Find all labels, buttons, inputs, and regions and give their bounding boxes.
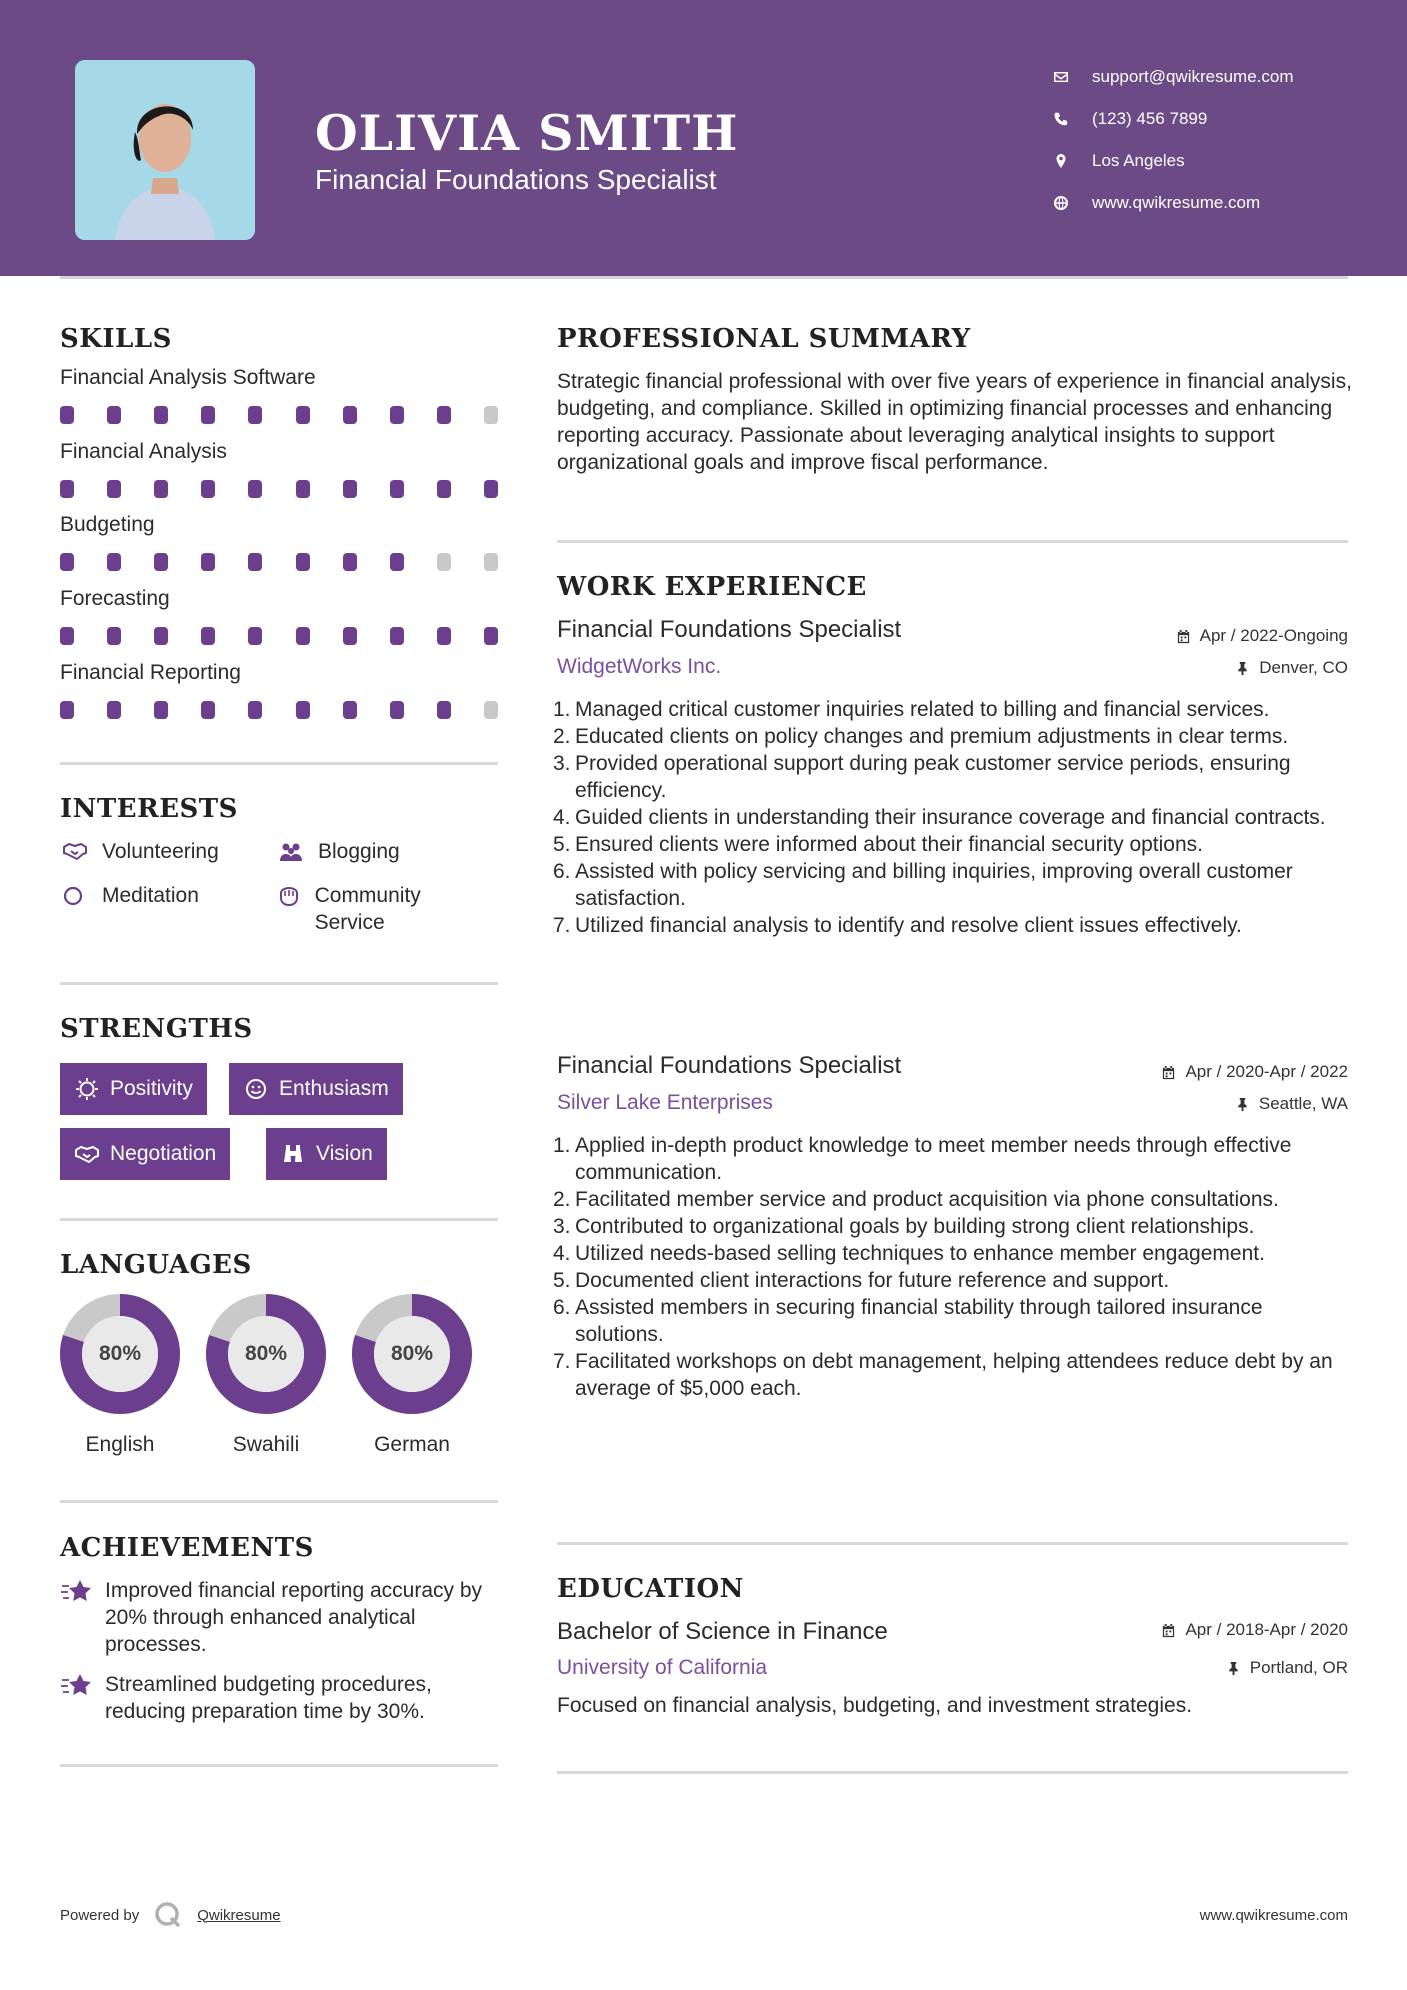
job-title: Financial Foundations Specialist: [557, 1052, 902, 1079]
job-bullets: [553, 696, 1347, 939]
header-divider: [60, 276, 1348, 279]
rating-dot-filled: [296, 627, 310, 645]
job-location-text: Denver, CO: [1259, 658, 1348, 677]
calendar-icon: [1161, 1623, 1176, 1638]
rating-dot-filled: [390, 627, 404, 645]
rating-dot-empty: [484, 406, 498, 424]
bullet-text: Assisted members in securing financial stability through tailored insurance solutions.: [575, 1296, 1263, 1346]
bullet-number: 1.: [553, 1134, 571, 1157]
strength-chip: [60, 1063, 207, 1115]
star-icon: [60, 1577, 94, 1607]
star-icon: [60, 1671, 94, 1701]
portrait-image: [75, 60, 255, 240]
bullet-text: Educated clients on policy changes and premium adjustments in clear terms.: [575, 725, 1289, 748]
job-bullet: [553, 1348, 1347, 1402]
rating-dot-filled: [107, 553, 121, 571]
rating-dot-filled: [296, 701, 310, 719]
contact-email[interactable]: [1050, 56, 1294, 98]
education-location-text: Portland, OR: [1249, 1658, 1348, 1677]
rating-dot-filled: [201, 406, 215, 424]
bullet-text: Facilitated workshops on debt management, helping attendees reduce debt by an average of $5,000 each.: [575, 1350, 1333, 1400]
strength-chip: [60, 1128, 230, 1180]
job-bullet: [553, 1240, 1347, 1267]
qwikresume-logo-icon: [153, 1900, 183, 1930]
rating-dot-filled: [437, 627, 451, 645]
skill-rating: [60, 406, 498, 424]
strength-chip: [229, 1063, 403, 1115]
contact-list: [1050, 56, 1294, 224]
bullet-text: Provided operational support during peak customer service periods, ensuring efficiency.: [575, 752, 1291, 802]
strengths-heading: STRENGTHS: [60, 1014, 253, 1044]
rating-dot-filled: [248, 406, 262, 424]
interest-item: [60, 838, 219, 865]
skill-item: [60, 587, 500, 645]
bullet-text: Managed critical customer inquiries related to billing and financial services.: [575, 698, 1270, 721]
bullet-number: 3.: [553, 1215, 571, 1238]
rating-dot-filled: [437, 701, 451, 719]
rating-dot-filled: [437, 480, 451, 498]
handshake-icon: [74, 1141, 100, 1167]
smile-icon: [243, 1076, 269, 1102]
language-name: Swahili: [232, 1433, 300, 1456]
skill-name: Budgeting: [60, 513, 155, 536]
education-location: [1226, 1658, 1348, 1678]
rating-dot-empty: [484, 553, 498, 571]
rating-dot-filled: [248, 627, 262, 645]
envelope-icon: [1050, 66, 1072, 88]
rating-dot-filled: [201, 627, 215, 645]
globe-icon: [1050, 192, 1072, 214]
summary-heading: PROFESSIONAL SUMMARY: [557, 324, 971, 354]
bullet-text: Facilitated member service and product acquisition via phone consultations.: [575, 1188, 1279, 1211]
language-progress-ring: [59, 1293, 181, 1415]
education-dates: [1161, 1620, 1348, 1640]
rating-dot-empty: [484, 701, 498, 719]
languages-divider: [60, 1500, 498, 1503]
bullet-number: 2.: [553, 1188, 571, 1211]
company-name: Silver Lake Enterprises: [557, 1091, 773, 1114]
pushpin-icon: [1235, 661, 1250, 676]
interest-label: Blogging: [318, 840, 400, 863]
rating-dot-filled: [60, 627, 74, 645]
summary-text: Strategic financial professional with over five years of experience in financial analysis, budgeting, and compliance. Skilled in optimizing financial processes and enhancing reporting accuracy. Passionate about leveraging analytical insights to support organizational goals and improve fiscal performance.: [557, 370, 1352, 474]
rating-dot-filled: [437, 406, 451, 424]
achievements-divider: [60, 1764, 498, 1767]
education-dates-text: Apr / 2018-Apr / 2020: [1185, 1620, 1348, 1639]
achievement-item: [60, 1671, 500, 1725]
experience-divider: [557, 1542, 1348, 1545]
rating-dot-filled: [60, 701, 74, 719]
job-bullet: [553, 912, 1347, 939]
hand-icon: [276, 882, 303, 909]
contact-location: [1050, 140, 1294, 182]
rating-dot-filled: [154, 553, 168, 571]
candidate-name: OLIVIA SMITH: [315, 104, 739, 162]
interest-item: [276, 882, 476, 936]
website-text: www.qwikresume.com: [1092, 193, 1261, 212]
company-name: WidgetWorks Inc.: [557, 655, 722, 678]
resume-header: [0, 0, 1407, 276]
language-percent: 80%: [244, 1342, 288, 1365]
rating-dot-filled: [107, 701, 121, 719]
pushpin-icon: [1235, 1097, 1250, 1112]
bullet-number: 7.: [553, 914, 571, 937]
skill-rating: [60, 701, 498, 719]
bullet-number: 5.: [553, 833, 571, 856]
rating-dot-empty: [437, 553, 451, 571]
rating-dot-filled: [154, 701, 168, 719]
language-progress-ring: [205, 1293, 327, 1415]
job-dates-text: Apr / 2020-Apr / 2022: [1185, 1062, 1348, 1081]
bullet-number: 6.: [553, 860, 571, 883]
job-dates: [1161, 1062, 1348, 1082]
sun-icon: [74, 1076, 100, 1102]
rating-dot-filled: [390, 553, 404, 571]
bullet-text: Utilized needs-based selling techniques to enhance member engagement.: [575, 1242, 1265, 1265]
skill-name: Financial Reporting: [60, 661, 241, 684]
bullet-number: 7.: [553, 1350, 571, 1373]
skill-item: [60, 661, 500, 719]
job-bullet: [553, 1186, 1347, 1213]
job-location: [1235, 1094, 1348, 1114]
strength-chip: [266, 1128, 387, 1180]
rating-dot-filled: [107, 627, 121, 645]
job-bullet: [553, 1213, 1347, 1240]
education-heading: EDUCATION: [557, 1574, 744, 1604]
degree-title: Bachelor of Science in Finance: [557, 1618, 888, 1645]
job-bullet: [553, 1294, 1347, 1348]
rating-dot-filled: [248, 553, 262, 571]
rating-dot-filled: [154, 406, 168, 424]
job-bullet: [553, 858, 1347, 912]
bullet-number: 2.: [553, 725, 571, 748]
language-percent: 80%: [98, 1342, 142, 1365]
rating-dot-filled: [390, 480, 404, 498]
footer-website[interactable]: www.qwikresume.com: [1199, 1907, 1348, 1924]
bullet-number: 4.: [553, 806, 571, 829]
binoculars-icon: [280, 1141, 306, 1167]
strength-label: Vision: [316, 1142, 373, 1165]
education-description: Focused on financial analysis, budgeting, and investment strategies.: [557, 1694, 1193, 1717]
language-item: [204, 1293, 328, 1457]
skill-rating: [60, 627, 498, 645]
location-text: Los Angeles: [1092, 151, 1185, 170]
achievement-text: Streamlined budgeting procedures, reducing preparation time by 30%.: [105, 1673, 432, 1723]
job-bullet: [553, 723, 1347, 750]
bullet-number: 6.: [553, 1296, 571, 1319]
rating-dot-filled: [154, 480, 168, 498]
achievement-text: Improved financial reporting accuracy by 20% through enhanced analytical processes.: [105, 1579, 483, 1656]
calendar-icon: [1161, 1065, 1176, 1080]
bullet-text: Documented client interactions for future reference and support.: [575, 1269, 1170, 1292]
rating-dot-filled: [201, 480, 215, 498]
job-bullets: [553, 1132, 1347, 1402]
bullet-number: 3.: [553, 752, 571, 775]
pushpin-icon: [1226, 1661, 1241, 1676]
rating-dot-filled: [484, 480, 498, 498]
language-name: German: [374, 1433, 450, 1456]
brand-link[interactable]: Qwikresume: [197, 1906, 281, 1924]
handshake-icon: [60, 838, 90, 865]
rating-dot-filled: [248, 480, 262, 498]
bullet-number: 5.: [553, 1269, 571, 1292]
language-progress-ring: [351, 1293, 473, 1415]
rating-dot-filled: [343, 701, 357, 719]
summary-divider: [557, 540, 1348, 543]
bullet-text: Contributed to organizational goals by building strong client relationships.: [575, 1215, 1255, 1238]
job-dates-text: Apr / 2022-Ongoing: [1199, 626, 1348, 645]
skill-item: [60, 366, 500, 424]
interests-divider: [60, 982, 498, 985]
skill-name: Forecasting: [60, 587, 170, 610]
calendar-icon: [1176, 629, 1191, 644]
circle-icon: [60, 882, 90, 909]
language-item: [58, 1293, 182, 1457]
rating-dot-filled: [343, 406, 357, 424]
rating-dot-filled: [390, 406, 404, 424]
rating-dot-filled: [484, 627, 498, 645]
job-bullet: [553, 1267, 1347, 1294]
bullet-text: Ensured clients were informed about their financial security options.: [575, 833, 1203, 856]
candidate-title: Financial Foundations Specialist: [315, 164, 717, 195]
job-title: Financial Foundations Specialist: [557, 616, 902, 643]
bullet-number: 4.: [553, 1242, 571, 1265]
rating-dot-filled: [201, 553, 215, 571]
phone-icon: [1050, 108, 1072, 130]
skill-item: [60, 440, 500, 498]
rating-dot-filled: [201, 701, 215, 719]
strength-label: Negotiation: [110, 1142, 217, 1165]
bullet-number: 1.: [553, 698, 571, 721]
users-icon: [276, 838, 306, 865]
bullet-text: Guided clients in understanding their insurance coverage and financial contracts.: [575, 806, 1326, 829]
skill-item: [60, 513, 500, 571]
interest-item: [60, 882, 199, 909]
rating-dot-filled: [343, 480, 357, 498]
interest-item: [276, 838, 400, 865]
phone-text: (123) 456 7899: [1092, 109, 1208, 128]
education-divider: [557, 1771, 1348, 1774]
skill-name: Financial Analysis Software: [60, 366, 316, 389]
contact-website[interactable]: [1050, 182, 1294, 224]
job-dates: [1176, 626, 1348, 646]
contact-phone[interactable]: [1050, 98, 1294, 140]
bullet-text: Utilized financial analysis to identify and resolve client issues effectively.: [575, 914, 1242, 937]
rating-dot-filled: [296, 406, 310, 424]
skills-divider: [60, 762, 498, 765]
rating-dot-filled: [390, 701, 404, 719]
powered-by-text: Powered by: [60, 1906, 140, 1924]
skill-rating: [60, 480, 498, 498]
interest-label: Volunteering: [102, 840, 219, 863]
strength-label: Positivity: [110, 1077, 193, 1100]
experience-heading: WORK EXPERIENCE: [557, 572, 867, 602]
language-item: [350, 1293, 474, 1457]
interest-label: Meditation: [102, 884, 199, 907]
rating-dot-filled: [296, 553, 310, 571]
strength-label: Enthusiasm: [279, 1077, 389, 1100]
job-bullet: [553, 1132, 1347, 1186]
rating-dot-filled: [107, 406, 121, 424]
skill-rating: [60, 553, 498, 571]
rating-dot-filled: [60, 480, 74, 498]
interest-label: Community Service: [314, 884, 421, 934]
map-pin-icon: [1050, 150, 1072, 172]
job-bullet: [553, 696, 1347, 723]
rating-dot-filled: [343, 627, 357, 645]
rating-dot-filled: [60, 553, 74, 571]
skill-name: Financial Analysis: [60, 440, 227, 463]
profile-photo: [75, 60, 255, 240]
job-location: [1235, 658, 1348, 678]
language-percent: 80%: [390, 1342, 434, 1365]
school-name: University of California: [557, 1656, 768, 1679]
job-bullet: [553, 804, 1347, 831]
rating-dot-filled: [248, 701, 262, 719]
interests-heading: INTERESTS: [60, 794, 238, 824]
job-bullet: [553, 750, 1347, 804]
email-text: support@qwikresume.com: [1092, 67, 1294, 86]
job-bullet: [553, 831, 1347, 858]
rating-dot-filled: [343, 553, 357, 571]
language-name: English: [85, 1433, 155, 1456]
bullet-text: Applied in-depth product knowledge to meet member needs through effective communication.: [575, 1134, 1292, 1184]
rating-dot-filled: [60, 406, 74, 424]
job-location-text: Seattle, WA: [1258, 1094, 1348, 1113]
rating-dot-filled: [154, 627, 168, 645]
achievement-item: [60, 1577, 500, 1658]
footer-powered-by: [60, 1900, 281, 1930]
achievements-heading: ACHIEVEMENTS: [60, 1533, 314, 1563]
bullet-text: Assisted with policy servicing and billing inquiries, improving overall customer satisfaction.: [575, 860, 1293, 910]
strengths-divider: [60, 1218, 498, 1221]
rating-dot-filled: [107, 480, 121, 498]
skills-heading: SKILLS: [60, 324, 172, 354]
languages-heading: LANGUAGES: [60, 1250, 252, 1280]
rating-dot-filled: [296, 480, 310, 498]
